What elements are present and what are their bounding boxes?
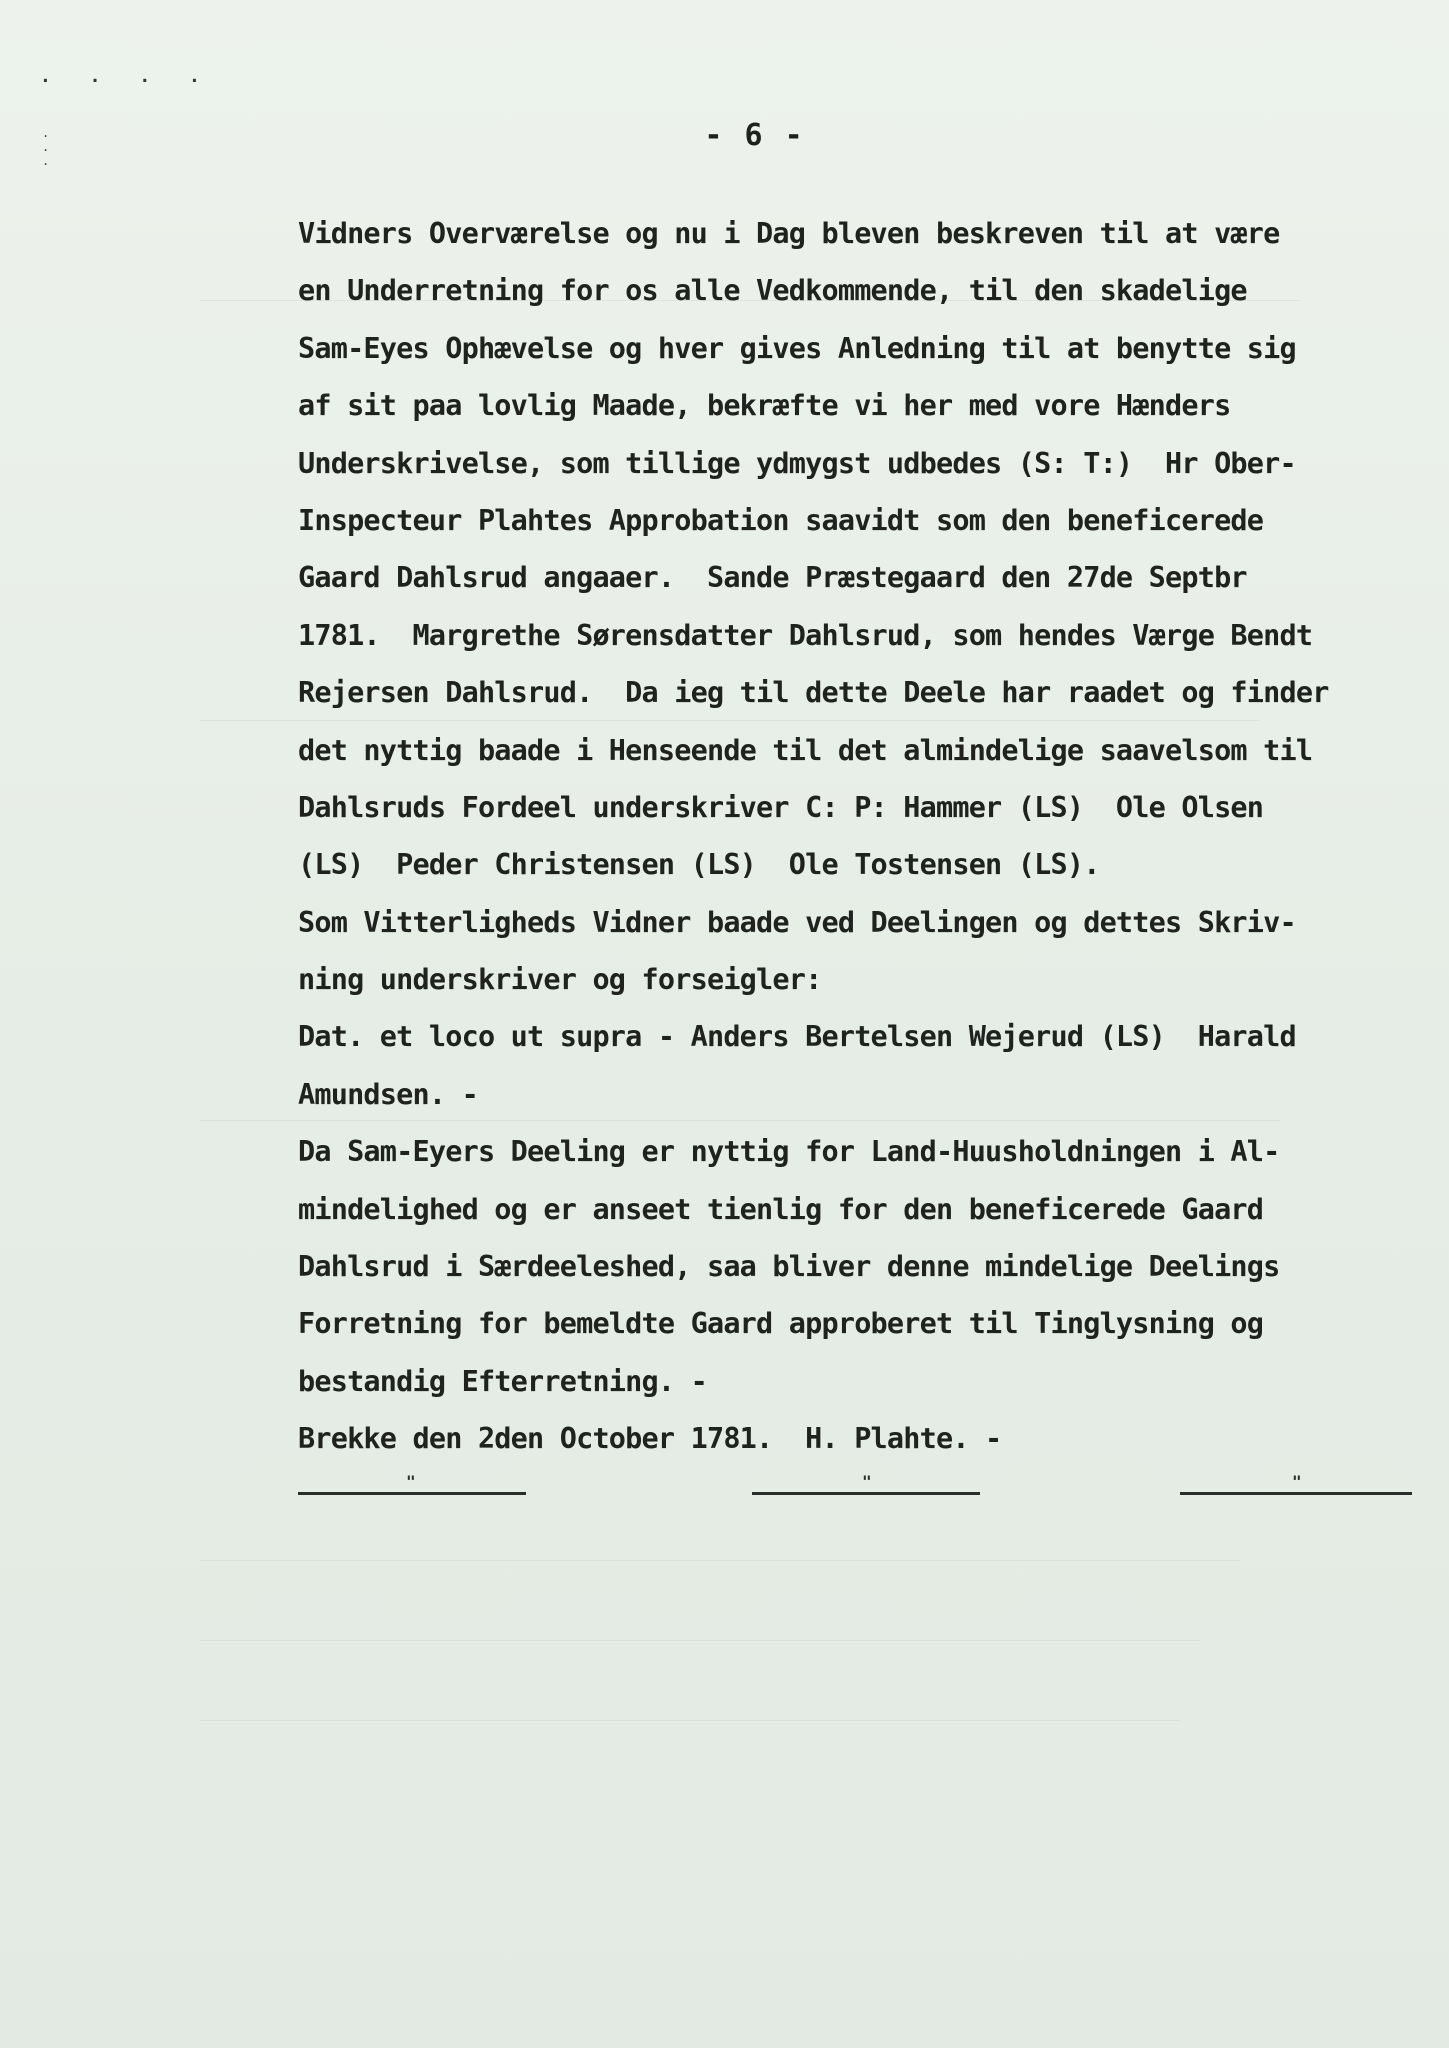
- text-line: Dahlsrud i Særdeeleshed, saa bliver denne mindelige Deelings: [298, 1250, 1280, 1284]
- text-line: Som Vitterligheds Vidner baade ved Deelingen og dettes Skriv-: [298, 905, 1296, 939]
- text-line: Rejersen Dahlsrud. Da ieg til dette Deele har raadet og finder: [298, 676, 1329, 710]
- text-line: Vidners Overværelse og nu i Dag bleven beskreven til at være: [298, 217, 1280, 250]
- ditto-mark: ": [862, 1472, 872, 1491]
- text-line: Sam-Eyes Ophævelse og hver gives Anledning til at benytte sig: [298, 331, 1296, 365]
- text-line: Dahlsruds Fordeel underskriver C: P: Hammer (LS) Ole Olsen: [298, 790, 1264, 824]
- text-line: ning underskriver og forseigler:: [298, 963, 822, 997]
- text-line: en Underretning for os alle Vedkommende, til den skadelige: [298, 274, 1247, 308]
- text-line: Da Sam-Eyers Deeling er nyttig for Land-Huusholdningen i Al-: [298, 1135, 1280, 1169]
- ditto-mark: ": [1292, 1472, 1302, 1491]
- text-line: Amundsen. -: [298, 1077, 478, 1111]
- bleed-through-line: [200, 1640, 1200, 1641]
- bleed-through-line: [200, 1560, 1240, 1561]
- text-line: Dat. et loco ut supra - Anders Bertelsen Wejerud (LS) Harald: [298, 1020, 1296, 1054]
- separator-rule: [752, 1492, 980, 1495]
- text-line: Gaard Dahlsrud angaaer. Sande Præstegaard den 27de Septbr: [298, 561, 1247, 595]
- bleed-through-line: [200, 1720, 1180, 1721]
- text-line: mindelighed og er anseet tienlig for den beneficerede Gaard: [298, 1192, 1264, 1226]
- text-line: Inspecteur Plahtes Approbation saavidt som den beneficerede: [298, 503, 1264, 537]
- text-line: 1781. Margrethe Sørensdatter Dahlsrud, som hendes Værge Bendt: [298, 618, 1313, 652]
- text-line: (LS) Peder Christensen (LS) Ole Tostensen (LS).: [298, 848, 1100, 882]
- scan-margin-marks: . . .: [42, 126, 50, 168]
- text-line: bestandig Efterretning. -: [298, 1364, 707, 1398]
- text-line: Forretning for bemeldte Gaard approberet til Tinglysning og: [298, 1307, 1264, 1341]
- text-line: af sit paa lovlig Maade, bekræfte vi her med vore Hænders: [298, 389, 1231, 423]
- text-line: det nyttig baade i Henseende til det almindelige saavelsom til: [298, 733, 1313, 767]
- scan-corner-marks: . . . .: [40, 66, 214, 87]
- text-line: Brekke den 2den October 1781. H. Plahte. -: [298, 1422, 1002, 1456]
- page-number: - 6 -: [704, 118, 805, 153]
- separator-rule: [1180, 1492, 1412, 1495]
- separator-rule: [298, 1492, 526, 1495]
- separator-rules: [0, 1472, 1449, 1508]
- ditto-mark: ": [406, 1472, 416, 1491]
- body-text: [298, 205, 1418, 1468]
- text-line: Underskrivelse, som tillige ydmygst udbedes (S: T:) Hr Ober-: [298, 446, 1296, 480]
